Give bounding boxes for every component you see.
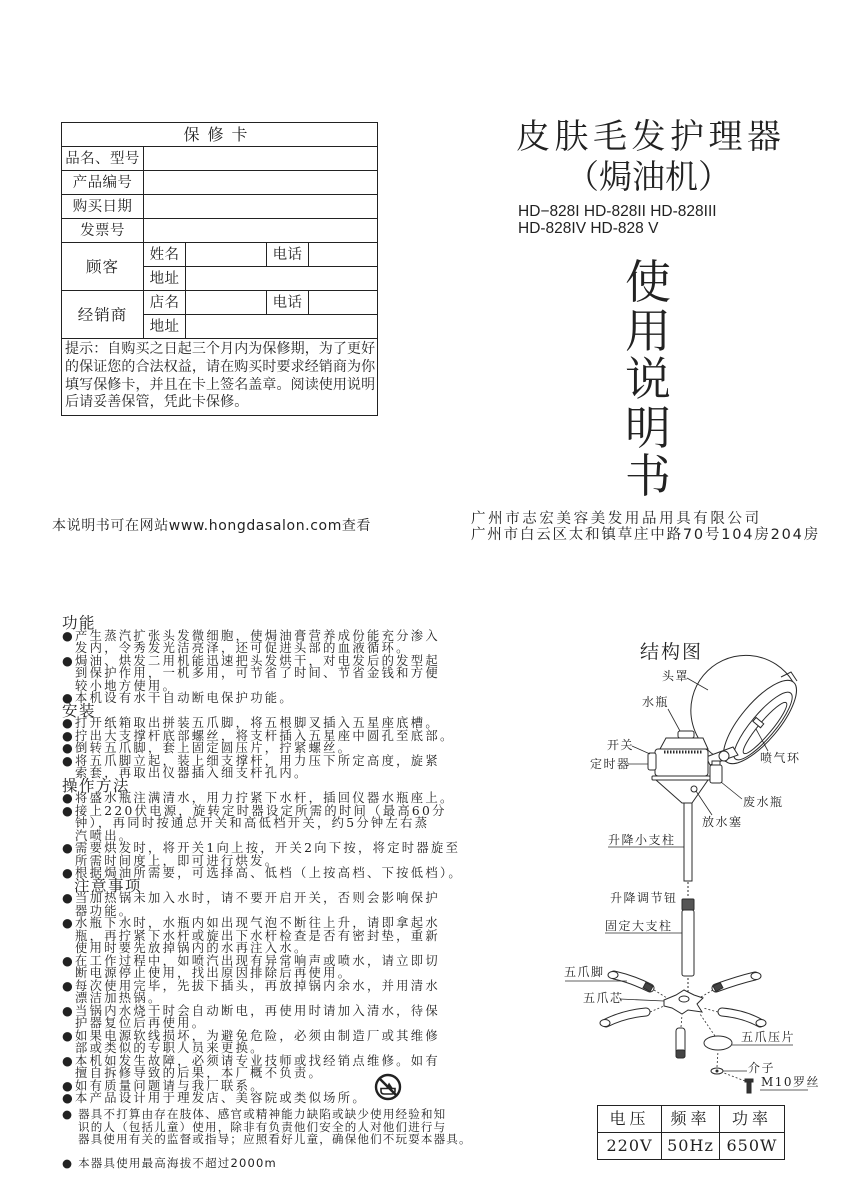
assembly-arrow bbox=[700, 1014, 715, 1036]
bullet-continuation: 钟），再同时按通总开关和高低档开关，约5分钟左右蒸 bbox=[75, 816, 430, 830]
customer-name-value bbox=[186, 243, 267, 267]
leg-pad bbox=[756, 1020, 766, 1027]
leader-drain-plug bbox=[696, 791, 712, 815]
website-note: 本说明书可在网站www.hongdasalon.com查看 bbox=[52, 518, 372, 534]
dealer-name-label: 店名 bbox=[144, 291, 186, 315]
bullet-continuation: 漂洁加热锅。 bbox=[75, 991, 163, 1005]
spec-value-power: 650W bbox=[720, 1133, 785, 1160]
timer-knob bbox=[648, 753, 656, 770]
warranty-card bbox=[61, 122, 378, 416]
water-bottle-cap bbox=[678, 731, 694, 738]
spec-header-row bbox=[598, 1106, 785, 1133]
label-waste-bottle: 废水瓶 bbox=[743, 795, 784, 809]
section-heading: 操作方法 bbox=[62, 776, 131, 795]
bullet-line: ●当加热锅未加入水时，请不要开启开关，否则会影响保护 bbox=[62, 891, 440, 905]
steamer-cone bbox=[656, 780, 708, 803]
bullet-continuation: 发内，令秀发光洁亮泽，还可促进头部的血液循环。 bbox=[75, 641, 411, 655]
label-five-claw-leg: 五爪脚 bbox=[564, 965, 605, 979]
bullet-line: ●需要烘发时，将开关1向上按，开关2向下按，将定时器旋至 bbox=[62, 841, 461, 855]
spec-header-voltage: 电压 bbox=[598, 1106, 662, 1133]
bullet-line: ●倒转五爪脚，套上固定圆压片，拧紧螺丝。 bbox=[62, 741, 353, 755]
label-adjust-knob: 升降调节钮 bbox=[610, 891, 678, 905]
bullet-line: ●拧出大支撑杆底部螺丝，将支杆插入五星座中圆孔至底部。 bbox=[62, 728, 455, 743]
note-line: 后请妥善保管，凭此卡保修。 bbox=[65, 394, 249, 411]
customer-phone-value bbox=[309, 243, 378, 267]
section-heading: 注意事项 bbox=[74, 876, 143, 895]
leg-pad bbox=[751, 973, 761, 980]
assembly-arrow bbox=[650, 1006, 664, 1012]
note-line: 提示：自购买之日起三个月内为保修期，为了更好 bbox=[65, 341, 376, 357]
adjust-knob bbox=[682, 899, 694, 910]
bullet-line: ●如果电源软线损坏，为避免危险，必须由制造厂或其维修 bbox=[62, 1028, 440, 1043]
bullet-continuation: 部或类似的专职人员来更换。 bbox=[75, 1041, 265, 1055]
no-bath-icon bbox=[374, 1073, 402, 1101]
company-name: 广州市志宏美容美发用品用具有限公司 bbox=[471, 511, 762, 527]
label-five-claw-core: 五爪芯 bbox=[583, 991, 624, 1005]
note-line: 的保证您的合法权益，请在购买时要求经销商为你 bbox=[65, 358, 376, 375]
screw-shank bbox=[747, 1082, 751, 1093]
warranty-note-row bbox=[62, 339, 378, 416]
leg-fill bbox=[722, 1012, 760, 1023]
field-value-invoice bbox=[144, 219, 378, 243]
altitude-note: ● 本器具使用最高海拔不超过2000m bbox=[62, 1156, 277, 1170]
bullet-continuation: 瓶，再拧紧下水杆或旋出下水杆检查是否有密封垫，重新 bbox=[75, 928, 440, 943]
safety-continuation: 识的人（包括儿童）使用，除非有负责他们安全的人对他们进行与 bbox=[78, 1119, 447, 1134]
assembly-arrow bbox=[654, 990, 667, 998]
leader-core bbox=[620, 999, 664, 1001]
bullet-continuation: 到保护作用，一机多用，可节省了时间、节省金钱和方便 bbox=[75, 666, 440, 680]
safety-continuation: 器具使用有关的监督或指导；应照看好儿童，确保他们不玩耍本器具。 bbox=[78, 1132, 472, 1147]
bullet-line: ●根据焗油所需要，可选择高、低档（上按高档、下按低档）。 bbox=[62, 866, 463, 880]
spec-value-voltage: 220V bbox=[598, 1133, 662, 1160]
label-switch: 开关 bbox=[607, 738, 635, 752]
big-pole bbox=[682, 910, 694, 976]
leader-water-bottle bbox=[668, 709, 680, 731]
label-timer: 定时器 bbox=[590, 757, 631, 771]
base-ledge bbox=[652, 776, 710, 780]
model-line: HD-828IV HD-828 V bbox=[518, 220, 659, 237]
section-heading: 功能 bbox=[62, 614, 97, 632]
manual-title-vertical: 使用说明书 bbox=[625, 255, 671, 503]
bullet-line: ●将五爪脚立起，装上细支撑杆，用力压下所定高度，旋紧 bbox=[62, 753, 440, 768]
model-line: HD−828I HD-828II HD-828III bbox=[518, 203, 717, 220]
spec-value-frequency: 50Hz bbox=[662, 1133, 720, 1160]
dealer-address-label: 地址 bbox=[144, 315, 186, 339]
bullet-line: ●接上220伏电源，旋转定时器设定所需的时间（最高60分 bbox=[62, 803, 447, 818]
bullet-continuation: 器功能。 bbox=[75, 903, 134, 918]
bullet-line: ●每次使用完毕，先拔下插头，再放掉锅内余水，并用清水 bbox=[62, 978, 440, 993]
warranty-row bbox=[62, 147, 378, 171]
assembly-arrow bbox=[701, 990, 713, 997]
warranty-title: 保修卡 bbox=[62, 123, 378, 147]
bullet-line: ●本机如发生故障，必须请专业技师或找经销点维修。如有 bbox=[62, 1053, 440, 1068]
label-big-pole: 固定大支柱 bbox=[605, 919, 673, 933]
field-label-serial: 产品编号 bbox=[62, 171, 144, 195]
warranty-row bbox=[62, 195, 378, 219]
leg-pad bbox=[600, 1020, 610, 1027]
product-title: 皮肤毛发护理器 bbox=[516, 117, 786, 157]
diagram-title: 结构图 bbox=[640, 641, 704, 663]
bullet-continuation: 护器复位后再使用。 bbox=[75, 1016, 207, 1030]
bullet-line: ●当锅内水烧干时会自动断电，再使用时请加入清水，待保 bbox=[62, 1003, 440, 1018]
dealer-address-value bbox=[186, 315, 378, 339]
waste-bottle bbox=[710, 765, 722, 783]
assembly-arrow bbox=[681, 1015, 682, 1027]
customer-address-value bbox=[186, 267, 378, 291]
bullet-continuation: 擅自拆修导致的后果，本厂概不负责。 bbox=[75, 1066, 324, 1080]
spec-header-power: 功率 bbox=[720, 1106, 785, 1133]
small-pole bbox=[684, 803, 692, 881]
warranty-row bbox=[62, 291, 378, 315]
bullet-continuation: 索套，再取出仪器插入细支杆孔内。 bbox=[75, 766, 309, 780]
bullet-continuation: 所需时间度上，即可进行烘发。 bbox=[75, 853, 280, 868]
leg-fill bbox=[606, 1012, 646, 1023]
label-drain-plug: 放水塞 bbox=[702, 815, 743, 829]
leg-pad bbox=[608, 972, 618, 979]
customer-name-label: 姓名 bbox=[144, 243, 186, 267]
dealer-label: 经销商 bbox=[62, 291, 144, 339]
bullet-line: ●产生蒸汽扩张头发微细胞，使焗油膏营养成份能充分渗入 bbox=[62, 628, 440, 643]
customer-address-label: 地址 bbox=[144, 267, 186, 291]
hood-joint bbox=[719, 751, 729, 761]
washer-hole bbox=[716, 1070, 718, 1072]
core-hole bbox=[679, 996, 689, 1002]
label-steam-ring: 喷气环 bbox=[760, 751, 801, 765]
dealer-phone-value bbox=[309, 291, 378, 315]
five-claw-plate bbox=[704, 1036, 732, 1050]
assembly-arrow bbox=[717, 1051, 718, 1067]
label-water-bottle: 水瓶 bbox=[642, 695, 670, 709]
warranty-row bbox=[62, 171, 378, 195]
section-heading: 安装 bbox=[62, 701, 97, 720]
spec-header-frequency: 频率 bbox=[662, 1106, 720, 1133]
note-line: 填写保修卡，并且在卡上签名盖章。阅读使用说明 bbox=[65, 376, 376, 393]
assembly-arrow bbox=[724, 1073, 745, 1081]
bullet-line: ●焗油、烘发二用机能迅速把头发烘干，对电发后的发型起 bbox=[62, 653, 440, 668]
bullet-line: ●水瓶下水时，水瓶内如出现气泡不断往上升，请即拿起水 bbox=[62, 916, 440, 930]
leader-switch bbox=[632, 746, 650, 754]
bullet-continuation: 断电源停止使用，找出原因排除后再使用。 bbox=[75, 966, 353, 980]
leader-waste-bottle bbox=[721, 782, 742, 799]
dealer-name-value bbox=[186, 291, 267, 315]
label-small-pole: 升降小支柱 bbox=[608, 833, 676, 847]
field-value-model bbox=[144, 147, 378, 171]
warranty-note bbox=[62, 339, 378, 416]
warranty-row bbox=[62, 219, 378, 243]
bullet-line: ●本产品设计用于理发店、美容院或类似场所。 bbox=[62, 1091, 367, 1105]
safety-bullet-line: ● 器具不打算由存在肢体、感官或精神能力缺陷或缺少使用经验和知 bbox=[62, 1107, 447, 1121]
bullet-continuation: 汽喷出。 bbox=[75, 828, 134, 843]
bullet-line: ●将盛水瓶注满清水，用力拧紧下水杆，插回仪器水瓶座上。 bbox=[62, 791, 455, 805]
warranty-title-row bbox=[62, 123, 378, 147]
safety-notice bbox=[62, 1108, 502, 1146]
spec-table bbox=[597, 1105, 785, 1160]
field-value-purchase-date bbox=[144, 195, 378, 219]
bullet-line: ●如有质量问题请与我厂联系。 bbox=[62, 1078, 265, 1093]
bullet-line: ●在工作过程中，如喷汽出现有异常响声或喷水，请立即切 bbox=[62, 953, 440, 968]
customer-label: 顾客 bbox=[62, 243, 144, 291]
company-address: 广州市白云区太和镇草庄中路70号104房204房 bbox=[471, 527, 821, 543]
waste-bottle-cap bbox=[712, 761, 720, 765]
label-washer: 介子 bbox=[748, 1061, 776, 1075]
bullet-line: ●打开纸箱取出拼装五爪脚，将五根脚叉插入五星座底槽。 bbox=[62, 716, 440, 730]
label-screw: M10罗丝 bbox=[761, 1075, 821, 1089]
manual-instructions bbox=[62, 614, 502, 1105]
assembly-arrow bbox=[703, 1008, 718, 1012]
label-five-claw-plate: 五爪压片 bbox=[741, 1030, 796, 1044]
product-subtitle: （焗油机） bbox=[566, 157, 731, 196]
model-list bbox=[518, 203, 717, 237]
warranty-row bbox=[62, 243, 378, 267]
field-label-invoice: 发票号 bbox=[62, 219, 144, 243]
label-hood: 头罩 bbox=[662, 669, 690, 683]
dealer-phone-label: 电话 bbox=[267, 291, 309, 315]
leg-bottom-end bbox=[676, 1050, 685, 1058]
bullet-line: ●本机设有水干自动断电保护功能。 bbox=[62, 691, 294, 705]
field-label-model: 品名、型号 bbox=[62, 147, 144, 171]
field-label-purchase-date: 购买日期 bbox=[62, 195, 144, 219]
bullet-continuation: 使用时要先放掉锅内的水再注入水。 bbox=[75, 941, 309, 955]
field-value-serial bbox=[144, 171, 378, 195]
bullet-continuation: 较小地方使用。 bbox=[75, 678, 178, 693]
spec-value-row bbox=[598, 1133, 785, 1160]
customer-phone-label: 电话 bbox=[267, 243, 309, 267]
water-bottle bbox=[660, 738, 708, 749]
